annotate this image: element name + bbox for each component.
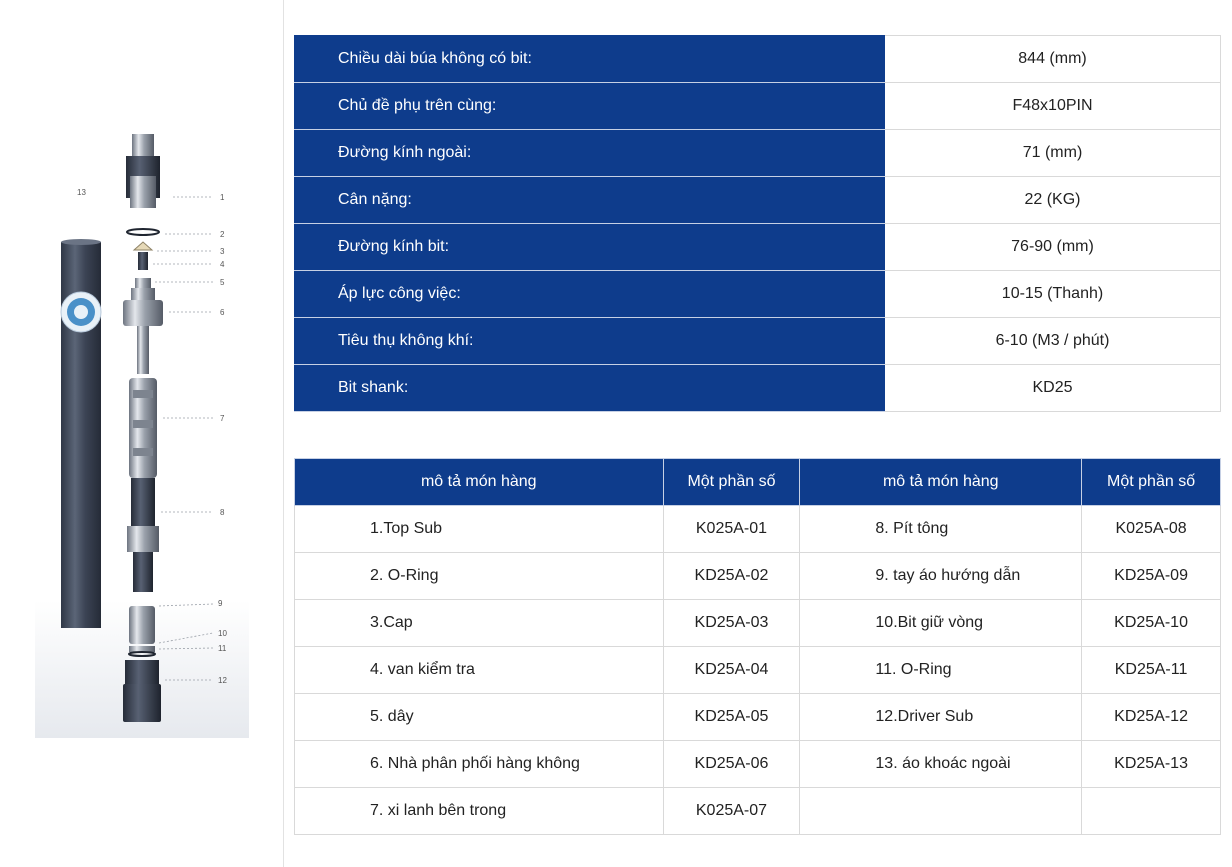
table-row [295,553,1221,600]
parts-table [294,458,1221,835]
outer-casing-part [61,239,101,628]
spec-label: Chiều dài búa không có bit: [295,36,885,83]
spec-row [295,130,1221,177]
spec-value: KD25 [885,365,1221,412]
spec-label: Chủ đề phụ trên cùng: [295,83,885,130]
spec-row [295,224,1221,271]
part-description: 5. dây [295,694,664,741]
spec-row [295,177,1221,224]
inner-cylinder-part [129,378,157,478]
label-13: 13 [77,188,86,197]
part-number: KD25A-13 [1082,741,1221,788]
label-7: 7 [220,414,225,423]
part-description: 1.Top Sub [295,506,664,553]
part-number: KD25A-10 [1082,600,1221,647]
table-row [295,694,1221,741]
label-12: 12 [218,676,227,685]
spec-value: 76-90 (mm) [885,224,1221,271]
piston-part [127,478,159,592]
part-number: KD25A-11 [1082,647,1221,694]
part-description: 9. tay áo hướng dẫn [800,553,1082,600]
part-description: 3.Cap [295,600,664,647]
part-number: KD25A-02 [663,553,800,600]
left-panel [0,0,284,867]
air-distributor-part [123,288,163,374]
spec-value: 10-15 (Thanh) [885,271,1221,318]
label-10: 10 [218,629,227,638]
part-number: K025A-07 [663,788,800,835]
table-row [295,647,1221,694]
part-number: KD25A-03 [663,600,800,647]
spec-value: 71 (mm) [885,130,1221,177]
spec-row [295,365,1221,412]
table-row [295,506,1221,553]
spring-part [135,278,151,288]
table-row [295,600,1221,647]
part-description: 2. O-Ring [295,553,664,600]
spec-row [295,271,1221,318]
part-description [800,788,1082,835]
header-part-number-right: Một phần số [1082,459,1221,506]
part-number: K025A-01 [663,506,800,553]
spec-label: Đường kính ngoài: [295,130,885,177]
part-description: 10.Bit giữ vòng [800,600,1082,647]
label-1: 1 [220,193,225,202]
spec-value: 22 (KG) [885,177,1221,224]
part-description: 8. Pít tông [800,506,1082,553]
part-number: KD25A-06 [663,741,800,788]
table-row [295,741,1221,788]
spec-label: Đường kính bit: [295,224,885,271]
spec-row [295,318,1221,365]
spec-label: Cân nặng: [295,177,885,224]
spec-row [295,83,1221,130]
part-description: 11. O-Ring [800,647,1082,694]
part-number: K025A-08 [1082,506,1221,553]
label-11: 11 [218,644,227,653]
label-5: 5 [220,278,225,287]
label-3: 3 [220,247,225,256]
part-number: KD25A-12 [1082,694,1221,741]
spec-label: Bit shank: [295,365,885,412]
top-sub-part [126,134,160,208]
label-9: 9 [218,599,223,608]
part-number [1082,788,1221,835]
header-description-right: mô tả món hàng [800,459,1082,506]
spec-value: F48x10PIN [885,83,1221,130]
header-part-number-left: Một phần số [663,459,800,506]
label-6: 6 [220,308,225,317]
o-ring-part [127,229,159,235]
check-valve-part [138,252,148,270]
part-number: KD25A-04 [663,647,800,694]
part-description: 13. áo khoác ngoài [800,741,1082,788]
cap-part [134,242,152,250]
part-description: 6. Nhà phân phối hàng không [295,741,664,788]
part-description: 7. xi lanh bên trong [295,788,664,835]
spec-row [295,36,1221,83]
hammer-exploded-diagram [35,130,249,738]
part-description: 12.Driver Sub [800,694,1082,741]
header-description-left: mô tả món hàng [295,459,664,506]
part-number: KD25A-05 [663,694,800,741]
label-4: 4 [220,260,225,269]
label-2: 2 [220,230,225,239]
spec-table [294,35,1221,412]
spec-value: 6-10 (M3 / phút) [885,318,1221,365]
guide-sleeve-part [129,606,155,644]
spec-label: Áp lực công việc: [295,271,885,318]
parts-header-row [295,459,1221,506]
spec-value: 844 (mm) [885,36,1221,83]
spec-label: Tiêu thụ không khí: [295,318,885,365]
part-number: KD25A-09 [1082,553,1221,600]
table-row [295,788,1221,835]
label-8: 8 [220,508,225,517]
part-description: 4. van kiểm tra [295,647,664,694]
driver-sub-part [123,660,161,722]
